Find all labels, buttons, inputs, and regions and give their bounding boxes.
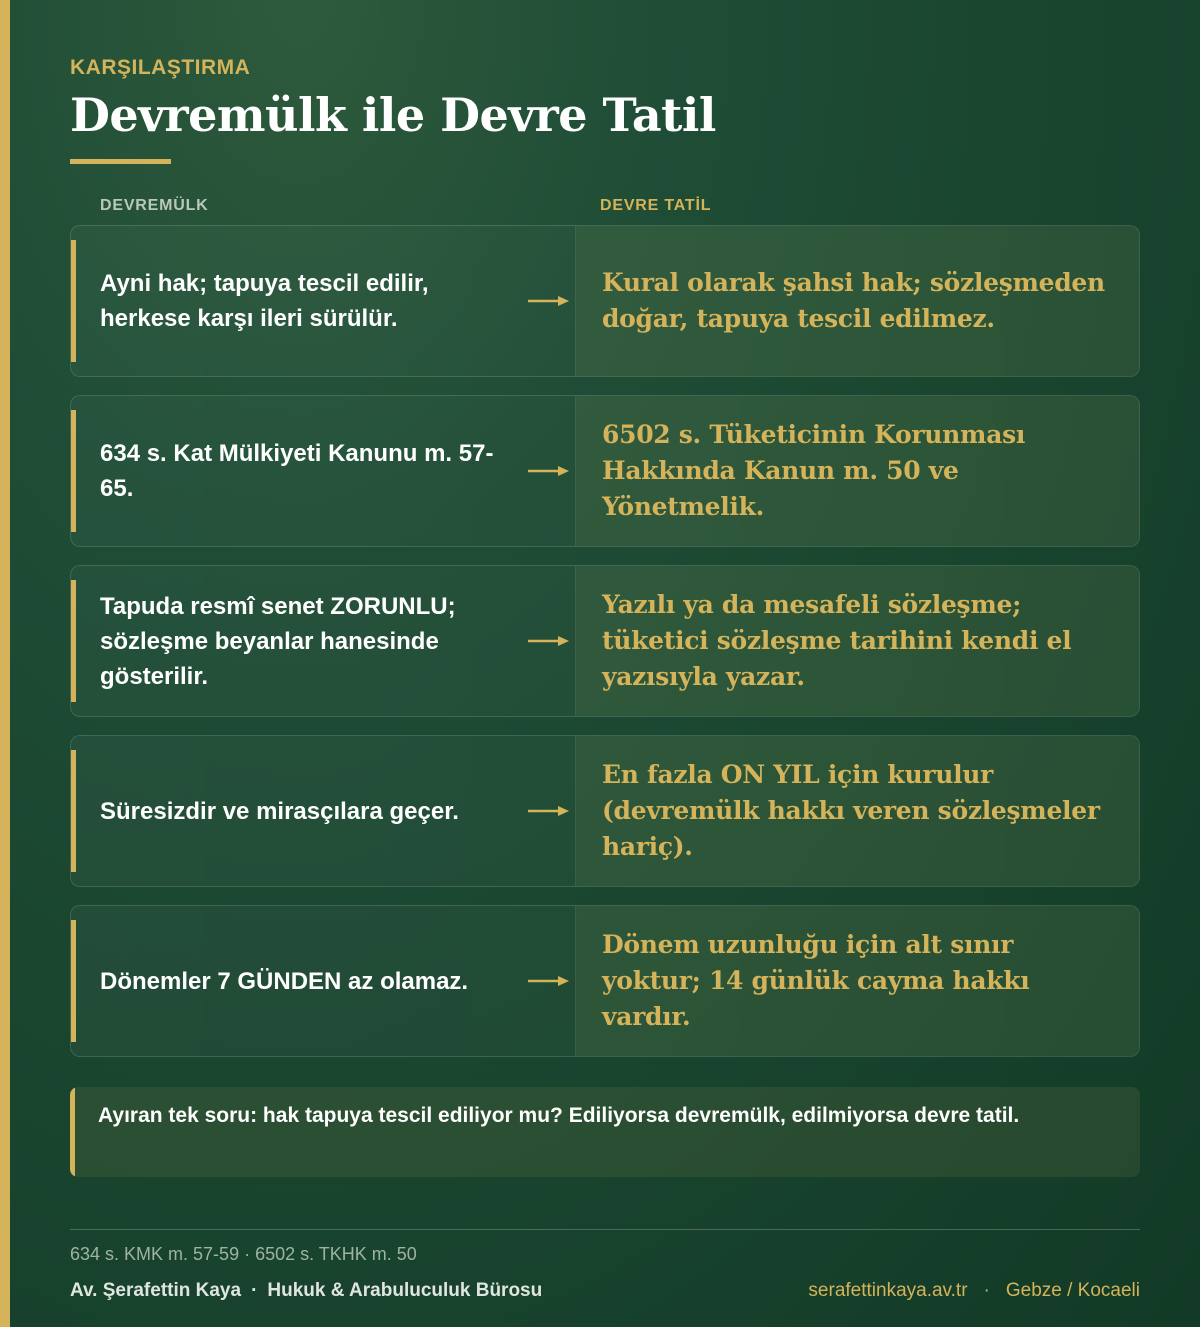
- row-accent: [71, 920, 76, 1042]
- row-devre-tatil-text: Kural olarak şahsi hak; sözleşmeden doğar, tapuya tescil edilmez.: [575, 226, 1139, 376]
- row-devremulk-text: Tapuda resmî senet ZORUNLU; sözleşme beyanlar hanesinde gösterilir.: [100, 592, 456, 690]
- row-accent: [71, 240, 76, 362]
- arrow-right-icon: [526, 396, 571, 546]
- separator-dot: ·: [983, 1280, 990, 1301]
- row-devremulk-text: 634 s. Kat Mülkiyeti Kanunu m. 57-65.: [100, 440, 494, 502]
- row-devremulk-text: Süresizdir ve mirasçılara geçer.: [100, 797, 459, 825]
- separator-dot: ·: [251, 1280, 258, 1301]
- arrow-right-icon: [526, 906, 571, 1056]
- row-accent: [71, 580, 76, 702]
- arrow-right-icon: [526, 226, 571, 376]
- row-devremulk-text: Dönemler 7 GÜNDEN az olamaz.: [100, 967, 469, 995]
- location-text: Gebze / Kocaeli: [1005, 1280, 1140, 1301]
- row-accent: [71, 410, 76, 532]
- arrow-right-icon: [526, 736, 571, 886]
- comparison-row: [70, 565, 1140, 717]
- legal-references: 634 s. KMK m. 57-59 · 6502 s. TKHK m. 50: [70, 1244, 417, 1264]
- comparison-row: [70, 905, 1140, 1057]
- summary-text: Ayıran tek soru: hak tapuya tescil ediliyor mu? Ediliyorsa devremülk, edilmiyorsa devre tatil.: [98, 1104, 1020, 1127]
- footer-divider: [70, 1229, 1140, 1230]
- signature: [70, 1280, 542, 1302]
- left-accent-bar: [0, 0, 10, 1327]
- arrow-right-icon: [526, 566, 571, 716]
- office-name: Hukuk & Arabuluculuk Bürosu: [267, 1280, 543, 1301]
- contact-info: [808, 1280, 1140, 1302]
- row-devremulk-text: Ayni hak; tapuya tescil edilir, herkese karşı ileri sürülür.: [100, 270, 429, 332]
- comparison-row: [70, 225, 1140, 377]
- row-devre-tatil-text: Yazılı ya da mesafeli sözleşme; tüketici sözleşme tarihini kendi el yazısıyla yazar.: [575, 566, 1139, 716]
- summary-box: [70, 1087, 1140, 1177]
- row-accent: [71, 750, 76, 872]
- summary-accent: [70, 1087, 75, 1177]
- row-devre-tatil-text: Dönem uzunluğu için alt sınır yoktur; 14 günlük cayma hakkı vardır.: [575, 906, 1139, 1056]
- comparison-row: [70, 735, 1140, 887]
- column-header-devre-tatil: DEVRE TATİL: [600, 197, 712, 214]
- website-link[interactable]: serafettinkaya.av.tr: [808, 1280, 968, 1301]
- row-devre-tatil-text: En fazla ON YIL için kurulur (devremülk hakkı veren sözleşmeler hariç).: [575, 736, 1139, 886]
- author-name: Av. Şerafettin Kaya: [70, 1280, 242, 1301]
- page-title: Devremülk ile Devre Tatil: [70, 88, 716, 142]
- title-underline: [70, 159, 171, 164]
- comparison-row: [70, 395, 1140, 547]
- column-header-devremulk: DEVREMÜLK: [100, 197, 209, 214]
- row-devre-tatil-text: 6502 s. Tüketicinin Korunması Hakkında Kanun m. 50 ve Yönetmelik.: [575, 396, 1139, 546]
- kicker-label: KARŞILAŞTIRMA: [70, 56, 251, 79]
